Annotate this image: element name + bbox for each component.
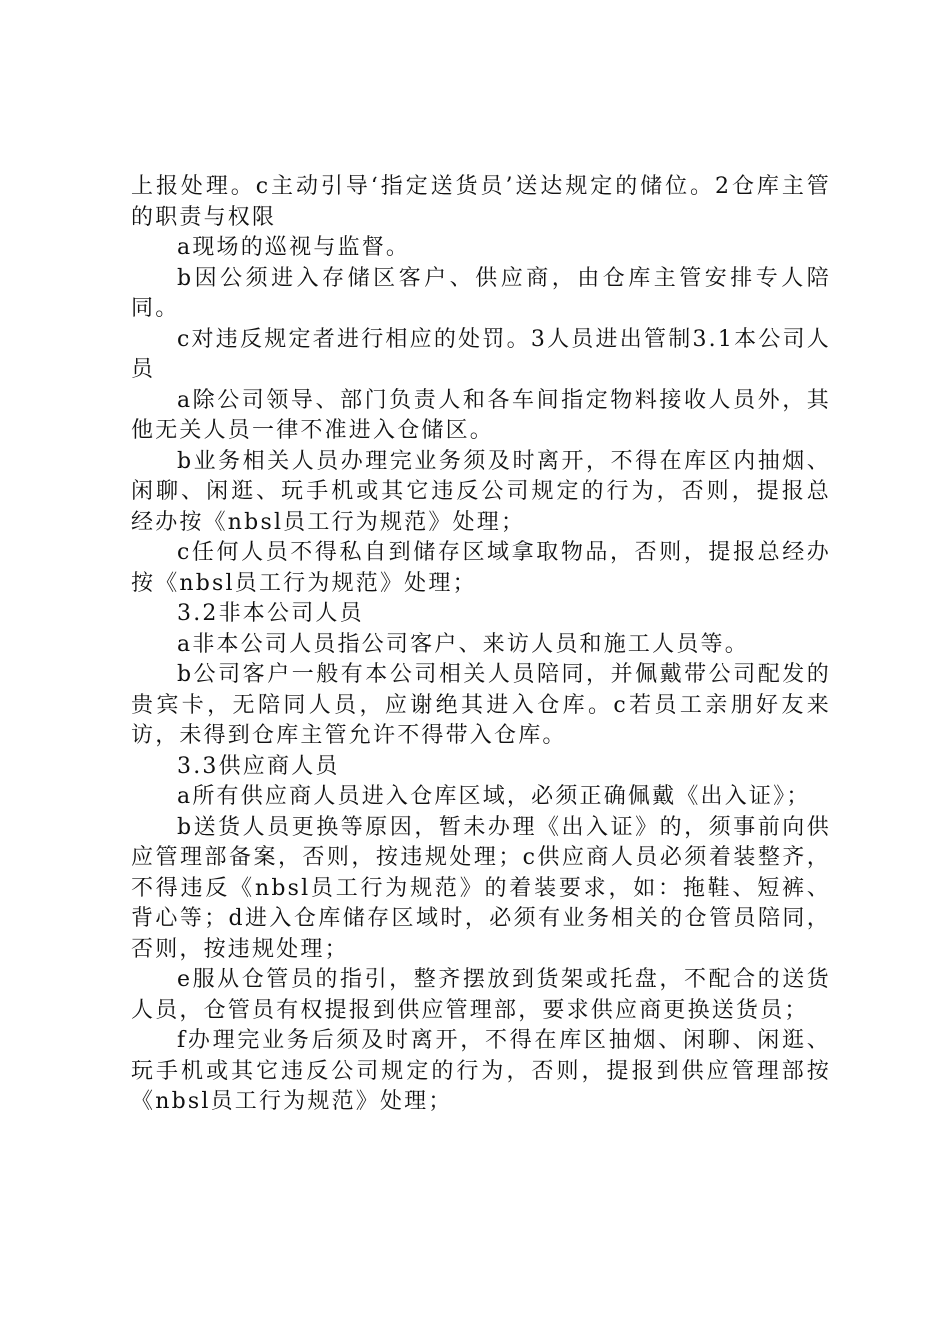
paragraph: e服从仓管员的指引，整齐摆放到货架或托盘，不配合的送货人员，仓管员有权提报到供应管理部，要求供应商更换送货员；	[131, 967, 831, 1023]
paragraph: f办理完业务后须及时离开，不得在库区抽烟、闲聊、闲逛、玩手机或其它违反公司规定的行为，否则，提报到供应管理部按《nbsl员工行为规范》处理；	[131, 1028, 831, 1114]
paragraph: 上报处理。c主动引导‘指定送货员’送达规定的储位。2仓库主管的职责与权限	[131, 174, 831, 230]
section-heading: 3.2非本公司人员	[177, 601, 364, 626]
paragraph: a现场的巡视与监督。	[177, 235, 411, 260]
paragraph: b因公须进入存储区客户、供应商，由仓库主管安排专人陪同。	[131, 265, 831, 321]
paragraph: b业务相关人员办理完业务须及时离开，不得在库区内抽烟、闲聊、闲逛、玩手机或其它违反公司规定的行为，否则，提报总经办按《nbsl员工行为规范》处理；	[131, 448, 831, 535]
paragraph: c任何人员不得私自到储存区域拿取物品，否则，提报总经办按《nbsl员工行为规范》处理；	[131, 540, 831, 596]
document-body	[131, 172, 831, 1118]
section-heading: 3.3供应商人员	[177, 753, 340, 779]
paragraph: c对违反规定者进行相应的处罚。3人员进出管制3.1本公司人员	[131, 326, 831, 382]
paragraph: a所有供应商人员进入仓库区域，必须正确佩戴《出入证》；	[177, 784, 811, 809]
paragraph: a除公司领导、部门负责人和各车间指定物料接收人员外，其他无关人员一律不准进入仓储区。	[131, 387, 831, 443]
paragraph: b公司客户一般有本公司相关人员陪同，并佩戴带公司配发的贵宾卡，无陪同人员，应谢绝其进入仓库。c若员工亲朋好友来访，未得到仓库主管允许不得带入仓库。	[131, 662, 831, 748]
paragraph: a非本公司人员指公司客户、来访人员和施工人员等。	[177, 631, 749, 657]
paragraph: b送货人员更换等原因，暂未办理《出入证》的，须事前向供应管理部备案，否则，按违规处理；c供应商人员必须着装整齐，不得违反《nbsl员工行为规范》的着装要求，如：拖鞋、短裤、背心等；d进入仓库储存区域时，必须有业务相关的仓管员陪同，否则，按违规处理；	[131, 814, 831, 962]
